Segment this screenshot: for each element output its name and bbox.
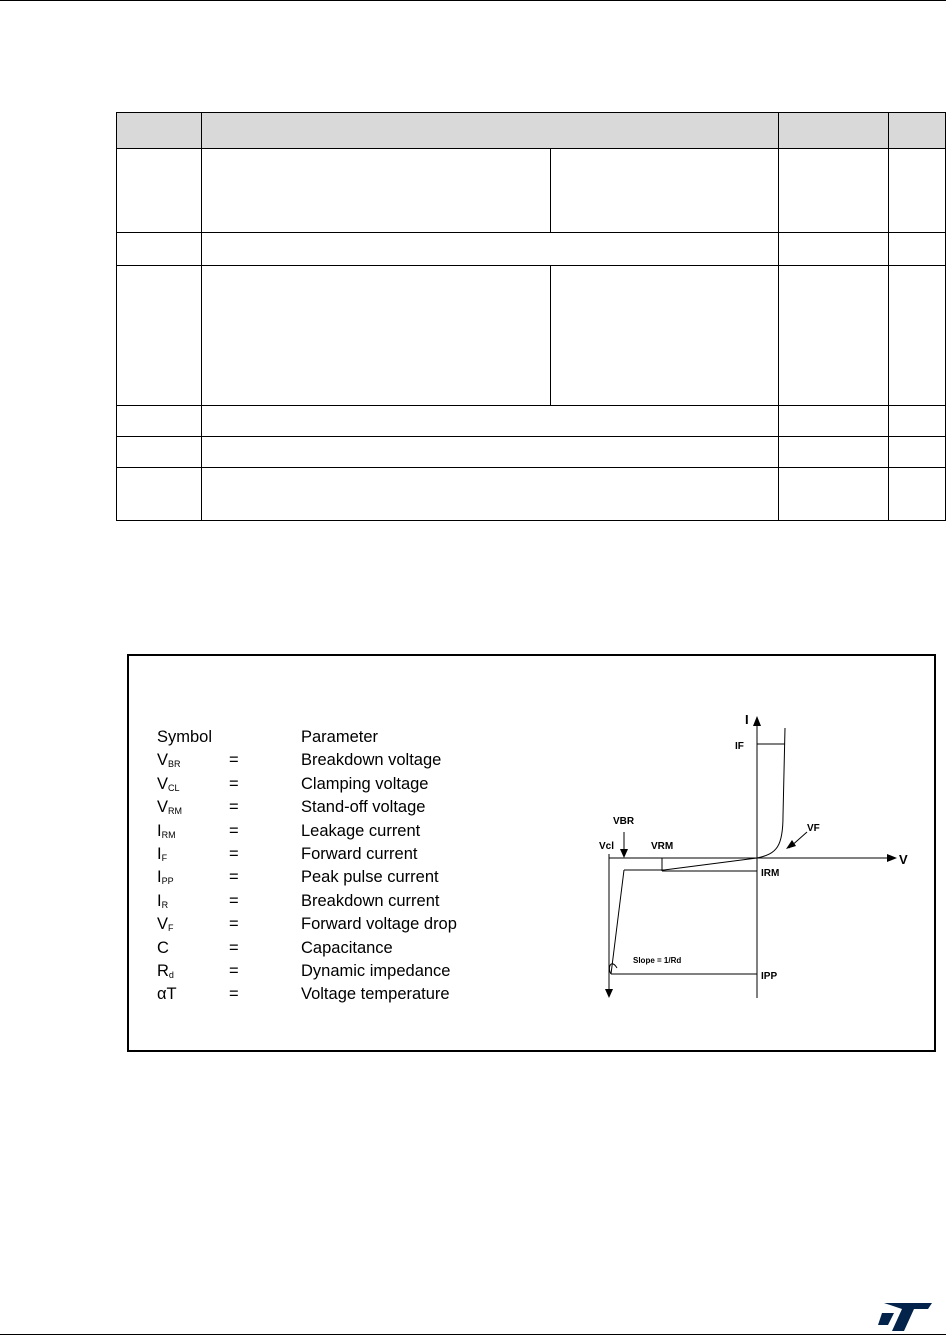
legend-symbol-base: I [157, 868, 162, 887]
table-row [117, 266, 946, 406]
legend-symbol-sub: F [168, 923, 174, 934]
legend-symbol-base: R [157, 961, 169, 980]
table-row [117, 437, 946, 468]
table-row [117, 233, 946, 266]
legend-symbol [157, 983, 177, 1010]
label-vrm: VRM [651, 841, 674, 852]
slope-arc [609, 964, 617, 974]
legend-symbol-base: I [157, 844, 162, 863]
legend-symbol-base: C [157, 938, 169, 957]
label-irm: IRM [761, 868, 780, 879]
legend-equals: = [229, 751, 239, 770]
label-if: IF [735, 741, 744, 752]
table-row [117, 468, 946, 521]
legend-description: Breakdown current [301, 891, 440, 910]
forward-curve [757, 728, 785, 858]
legend-symbol-base: V [157, 774, 169, 793]
legend-equals: = [229, 844, 239, 863]
label-vcl: Vcl [599, 841, 615, 852]
legend-description: Breakdown voltage [301, 751, 442, 770]
header-cell-symbol [117, 113, 202, 149]
label-ipp: IPP [761, 971, 778, 982]
legend-description: Clamping voltage [301, 774, 429, 793]
label-slope: Slope = 1/Rd [633, 956, 682, 965]
i-axis-arrow-icon [753, 716, 761, 726]
legend-equals: = [229, 938, 239, 957]
legend-symbol-base: αT [157, 985, 177, 1004]
axis-i-label: I [745, 712, 749, 727]
legend-description: Leakage current [301, 821, 421, 840]
legend-symbol-base: V [157, 798, 169, 817]
axis-v-label: V [899, 852, 908, 867]
legend-equals: = [229, 915, 239, 934]
legend-equals: = [229, 868, 239, 887]
iv-curve-diagram [589, 706, 909, 1006]
label-vf: VF [807, 823, 820, 834]
vbr-arrowhead-icon [620, 849, 628, 858]
legend-equals: = [229, 798, 239, 817]
breakdown-slope-line [611, 870, 624, 974]
legend-symbol-base: I [157, 821, 162, 840]
label-vbr: VBR [613, 816, 635, 827]
legend-description: Stand-off voltage [301, 798, 426, 817]
vf-arrowhead-icon [786, 840, 796, 849]
table-row [117, 149, 946, 233]
legend-symbol-sub: RM [161, 829, 176, 840]
table-header-row [117, 113, 946, 149]
footer-rule [0, 1334, 946, 1335]
legend-symbol-base: V [157, 751, 169, 770]
st-logo-icon [878, 1303, 932, 1331]
legend-symbol-sub: F [161, 852, 168, 863]
legend-description: Dynamic impedance [301, 961, 451, 980]
v-axis-arrow-icon [887, 854, 897, 862]
reverse-leakage-line [664, 858, 757, 870]
legend-equals: = [229, 985, 239, 1004]
header-cell-unit [889, 113, 946, 149]
legend-symbol-sub: CL [168, 782, 180, 793]
electrical-characteristics-figure [127, 654, 936, 1052]
legend-symbol-sub: R [161, 899, 169, 910]
header-rule [0, 0, 946, 1]
table-row [117, 406, 946, 437]
legend-symbol-sub: RM [168, 806, 183, 817]
legend-description: Peak pulse current [301, 868, 439, 887]
legend-header-parameter: Parameter [301, 728, 379, 746]
legend-symbol-base: V [157, 915, 169, 934]
legend-symbol-sub: d [168, 969, 174, 980]
header-cell-value [779, 113, 889, 149]
legend-equals: = [229, 774, 239, 793]
legend-equals: = [229, 961, 239, 980]
legend-equals: = [229, 821, 239, 840]
legend-description: Voltage temperature [301, 985, 450, 1004]
legend-symbol-sub: PP [161, 876, 174, 887]
vcl-arrowhead-icon [605, 989, 613, 998]
legend-description: Capacitance [301, 938, 393, 957]
header-cell-parameter [202, 113, 779, 149]
legend-equals: = [229, 891, 239, 910]
legend-symbol-sub: BR [168, 759, 181, 770]
legend-header-symbol: Symbol [157, 728, 213, 746]
legend-description: Forward voltage drop [301, 915, 457, 934]
ratings-table [116, 112, 946, 521]
legend-symbol-base: I [157, 891, 162, 910]
legend-description: Forward current [301, 844, 418, 863]
